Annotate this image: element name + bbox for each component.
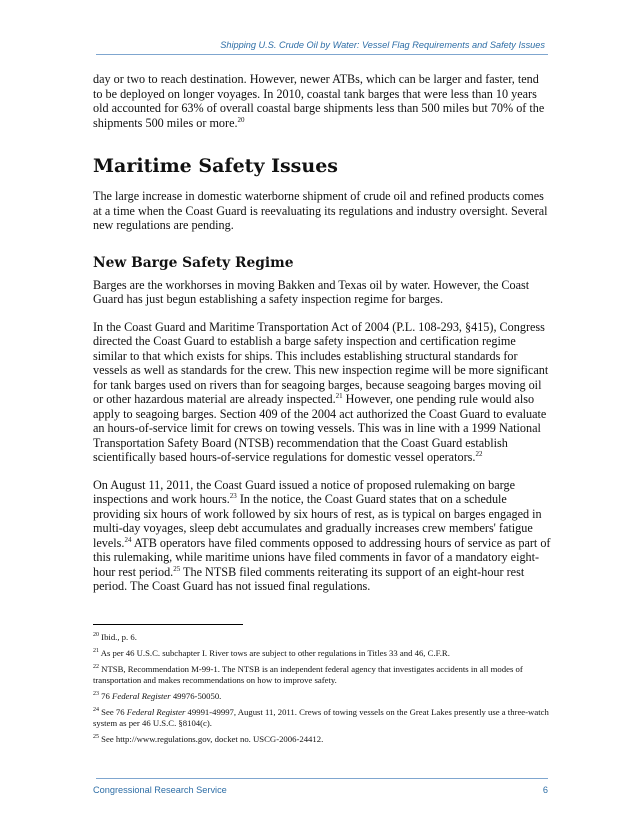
paragraph-barges: Barges are the workhorses in moving Bakken and Texas oil by water. However, the Coast Guard has just begun establishing a safety inspection regime for barges.: [93, 277, 530, 306]
footnote-22: [93, 664, 551, 686]
paragraph-rulemaking: [93, 478, 551, 594]
paragraph-text: The NTSB filed comments reiterating its support of an eight-hour rest period. The Coast Guard has not issued final regulations.: [93, 564, 525, 593]
footnote-number: 24: [93, 707, 99, 714]
footnote-text: 49991-49997, August 11, 2011. Crews of towing vessels on the Great Lakes presently use a three-watch system as per 46 U.S.C. §8104(c).: [93, 707, 549, 728]
footnote-number: 20: [93, 632, 99, 639]
section-heading: Maritime Safety Issues: [93, 155, 338, 177]
footnote-number: 22: [93, 664, 99, 671]
footnote-21: [93, 648, 551, 659]
footnote-24: [93, 707, 551, 729]
footnote-ref-21[interactable]: 21: [335, 391, 343, 400]
footnote-italic-source: Federal Register: [112, 691, 171, 701]
footnote-text: Ibid., p. 6.: [101, 632, 137, 642]
main-content: [93, 72, 551, 594]
running-header: Shipping U.S. Crude Oil by Water: Vessel Flag Requirements and Safety Issues: [220, 40, 545, 50]
paragraph-text: On August 11, 2011, the Coast Guard issued a notice of proposed rulemaking on barge inspections and work hours.: [93, 477, 515, 506]
footer-publisher: Congressional Research Service: [93, 785, 227, 795]
footnote-ref-24[interactable]: 24: [124, 535, 132, 544]
footnote-25: [93, 734, 551, 745]
footnote-ref-23[interactable]: 23: [229, 491, 237, 500]
paragraph-intro: The large increase in domestic waterborne shipment of crude oil and refined products comes at a time when the Coast Guard is reevaluating its regulations and industry oversight. Several new regulations are pending.: [93, 189, 548, 232]
paragraph-text: However, one pending rule would also apply to seagoing barges. Section 409 of the 2004 act authorized the Coast Guard to evaluate an hours-of-service limit for crews on towing vessels. This was in line with a 1999 National Transportation Safety Board (NTSB) recommendation that the Coast Guard establish scientifically based hours-of-service regulations for domestic vessel operators.: [93, 392, 547, 464]
footnotes: [93, 632, 551, 750]
footnote-text: See 76: [101, 707, 127, 717]
footnote-number: 25: [93, 734, 99, 741]
paragraph-text: ATB operators have filed comments opposed to addressing hours of service as part of this rulemaking, while maritime unions have filed comments in favor of a mandatory eight-hour rest period.: [93, 535, 551, 579]
footnote-text: NTSB, Recommendation M-99-1. The NTSB is an independent federal agency that investigates accidents in all modes of transportation and makes recommendations on how to improve safety.: [93, 664, 523, 685]
footnote-ref-22[interactable]: 22: [475, 449, 483, 458]
footnote-23: [93, 691, 551, 702]
footnote-text: 76: [101, 691, 113, 701]
footnote-number: 23: [93, 691, 99, 698]
footnote-number: 21: [93, 648, 99, 655]
paragraph-act-2004: [93, 320, 551, 465]
paragraph-text: day or two to reach destination. However, newer ATBs, which can be larger and faster, tend to be deployed on longer voyages. In 2010, coastal tank barges that were less than 10 years old accounted for 63% of overall coastal barge shipments less than 500 miles but 70% of the shipments 500 miles or more.: [93, 72, 545, 130]
footer-divider: [96, 778, 548, 779]
footnote-ref-25[interactable]: 25: [173, 564, 181, 573]
footnote-text: See http://www.regulations.gov, docket no. USCG-2006-24412.: [101, 734, 324, 744]
footnote-ref-20[interactable]: 20: [237, 115, 245, 124]
paragraph-continuation: [93, 72, 551, 130]
footnote-20: [93, 632, 551, 643]
subsection-heading: New Barge Safety Regime: [93, 254, 294, 271]
page-number: 6: [542, 785, 548, 795]
paragraph-text: In the Coast Guard and Maritime Transportation Act of 2004 (P.L. 108-293, §415), Congress directed the Coast Guard to establish a barge safety inspection and certification regime similar to that which exists for ships. This includes establishing structural standards for vessels as well as standards for the crew. This new inspection regime will be more significant for tank barges used on rivers than for seagoing barges, because seagoing barges moving oil or other hazardous material are already inspected.: [93, 319, 549, 406]
footnote-divider: [93, 624, 243, 625]
footnote-italic-source: Federal Register: [126, 707, 186, 717]
header-divider: [96, 54, 548, 55]
paragraph-text: In the notice, the Coast Guard states that on a schedule providing six hours of work followed by six hours of rest, as is typical on barges engaged in multi-day voyages, sleep debt accumulates and gradually increases crew members' fatigue levels.: [93, 492, 542, 550]
footnote-text: 49976-50050.: [170, 691, 222, 701]
footnote-text: As per 46 U.S.C. subchapter I. River tows are subject to other regulations in Titles 33 and 46, C.F.R.: [100, 648, 450, 658]
